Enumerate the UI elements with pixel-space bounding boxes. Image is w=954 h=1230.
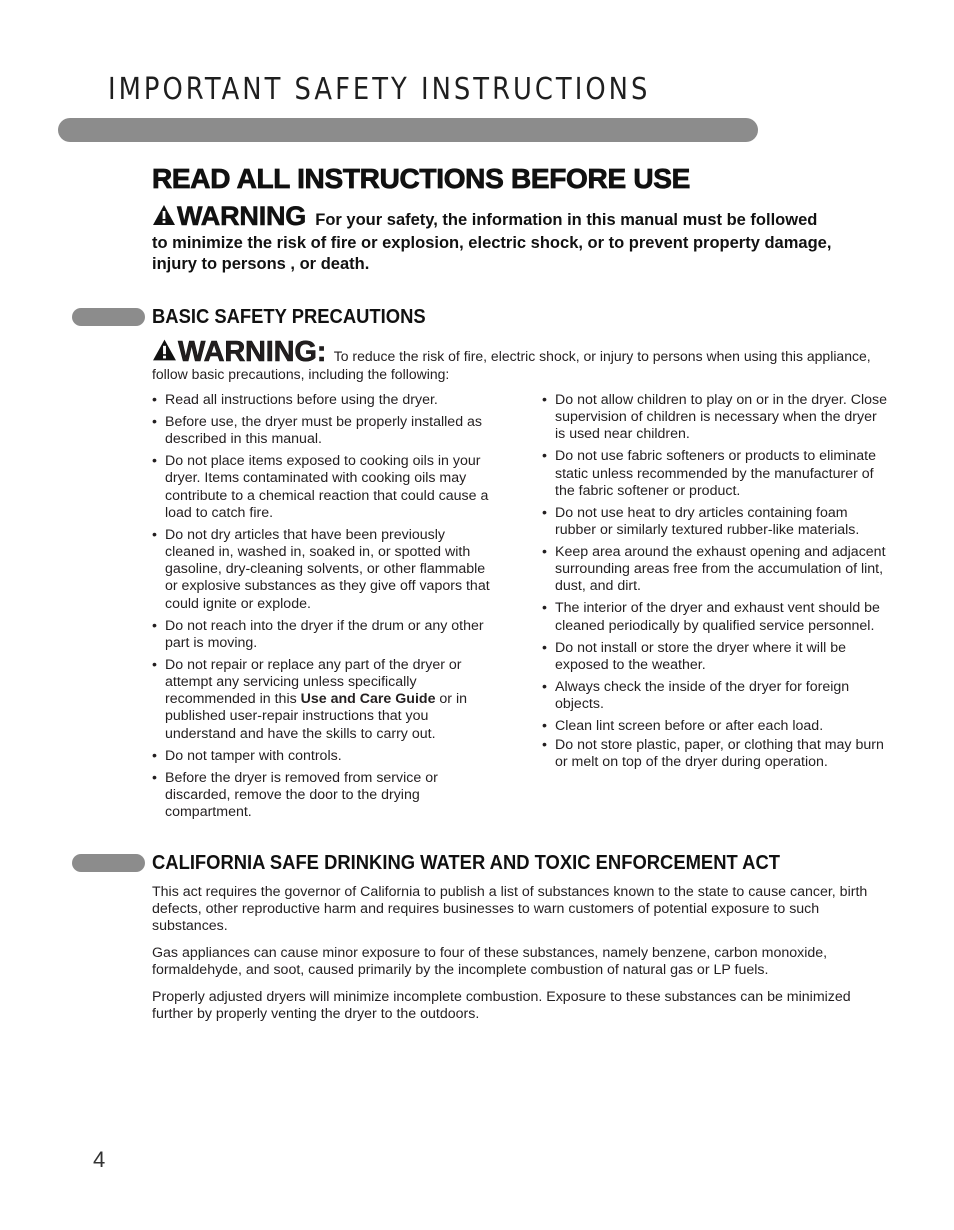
paragraph: Properly adjusted dryers will minimize incomplete combustion. Exposure to these substances can be minimized further by properly venting the dryer to the outdoors. — [152, 989, 851, 1023]
paragraph: Gas appliances can cause minor exposure to four of these substances, namely benzene, carbon monoxide, formaldehyde, and soot, caused primarily by the incomplete combustion of natural gas or LP fuels. — [152, 945, 828, 979]
list-item: • The interior of the dryer and exhaust vent should be cleaned periodically by qualified service personnel. — [542, 600, 880, 634]
california-act-heading: CALIFORNIA SAFE DRINKING WATER AND TOXIC ENFORCEMENT ACT — [152, 852, 780, 874]
precautions-right-list — [542, 392, 887, 776]
page-number: 4 — [93, 1147, 106, 1172]
read-all-heading: READ ALL INSTRUCTIONS BEFORE USE — [152, 163, 690, 194]
intro-warning-text: For your safety, the information in this manual must be followed to minimize the risk of fire or explosion, electric shock, or to prevent property damage, injury to persons , or death. — [152, 211, 832, 273]
list-item: • Before the dryer is removed from service or discarded, remove the door to the drying compartment. — [152, 769, 438, 821]
basic-warning-text: To reduce the risk of fire, electric shock, or injury to persons when using this appliance, follow basic precautions, including the following: — [152, 348, 871, 382]
guide-title: Use and Care Guide — [300, 691, 436, 708]
header-divider-bar — [58, 118, 758, 142]
list-item: • Clean lint screen before or after each load. — [542, 718, 824, 735]
list-item: • Keep area around the exhaust opening and adjacent surrounding areas free from the accumulation of lint, dust, and dirt. — [542, 544, 886, 595]
intro-warning — [152, 201, 832, 276]
list-item: • Always check the inside of the dryer for foreign objects. — [542, 678, 850, 713]
list-item: • Do not allow children to play on or in the dryer. Close supervision of children is necessary when the dryer is used near children. — [542, 392, 888, 443]
list-item: • Do not tamper with controls. — [152, 747, 342, 764]
warning-triangle-icon — [152, 204, 176, 233]
page-title: IMPORTANT SAFETY INSTRUCTIONS — [108, 72, 651, 107]
list-item: • Do not repair or replace any part of the dryer or attempt any servicing unless specifically recommended in this Use and Care Guide or in published user-repair instructions that you understand and have the skills to carry out. — [152, 656, 468, 742]
list-item: • Do not install or store the dryer where it will be exposed to the weather. — [542, 639, 846, 673]
precautions-left-list — [152, 392, 492, 826]
warning-triangle-icon — [152, 338, 177, 366]
california-act-body — [152, 884, 887, 1033]
list-item: • Before use, the dryer must be properly installed as described in this manual. — [152, 414, 483, 448]
basic-safety-heading: BASIC SAFETY PRECAUTIONS — [152, 306, 426, 328]
basic-warning — [152, 338, 882, 383]
warning-label: WARNING — [177, 201, 307, 231]
list-item: • Do not use heat to dry articles containing foam rubber or similarly textured rubber-like materials. — [542, 504, 860, 539]
section-marker — [72, 308, 145, 326]
list-item: • Do not place items exposed to cooking oils in your dryer. Items contaminated with cooking oils may contribute to a chemical reaction that could cause a load to catch fire. — [152, 453, 489, 521]
section-marker — [72, 854, 145, 872]
list-item: • Do not dry articles that have been previously cleaned in, washed in, soaked in, or spotted with gasoline, dry-cleaning solvents, or other flammable or explosive substances as they give off vapors that could ignite or explode. — [152, 526, 490, 612]
list-item: • Do not store plastic, paper, or clothing that may burn or melt on top of the dryer during operation. — [542, 736, 884, 770]
paragraph: This act requires the governor of California to publish a list of substances known to the state to cause cancer, birth defects, other reproductive harm and requires businesses to warn customers of potential exposure to such substances. — [152, 884, 868, 935]
list-item: • Read all instructions before using the dryer. — [152, 392, 438, 408]
list-item: • Do not use fabric softeners or products to eliminate static unless recommended by the manufacturer of the fabric softener or product. — [542, 448, 876, 499]
list-item: • Do not reach into the dryer if the drum or any other part is moving. — [152, 617, 484, 651]
warning-label: WARNING: — [178, 336, 327, 368]
